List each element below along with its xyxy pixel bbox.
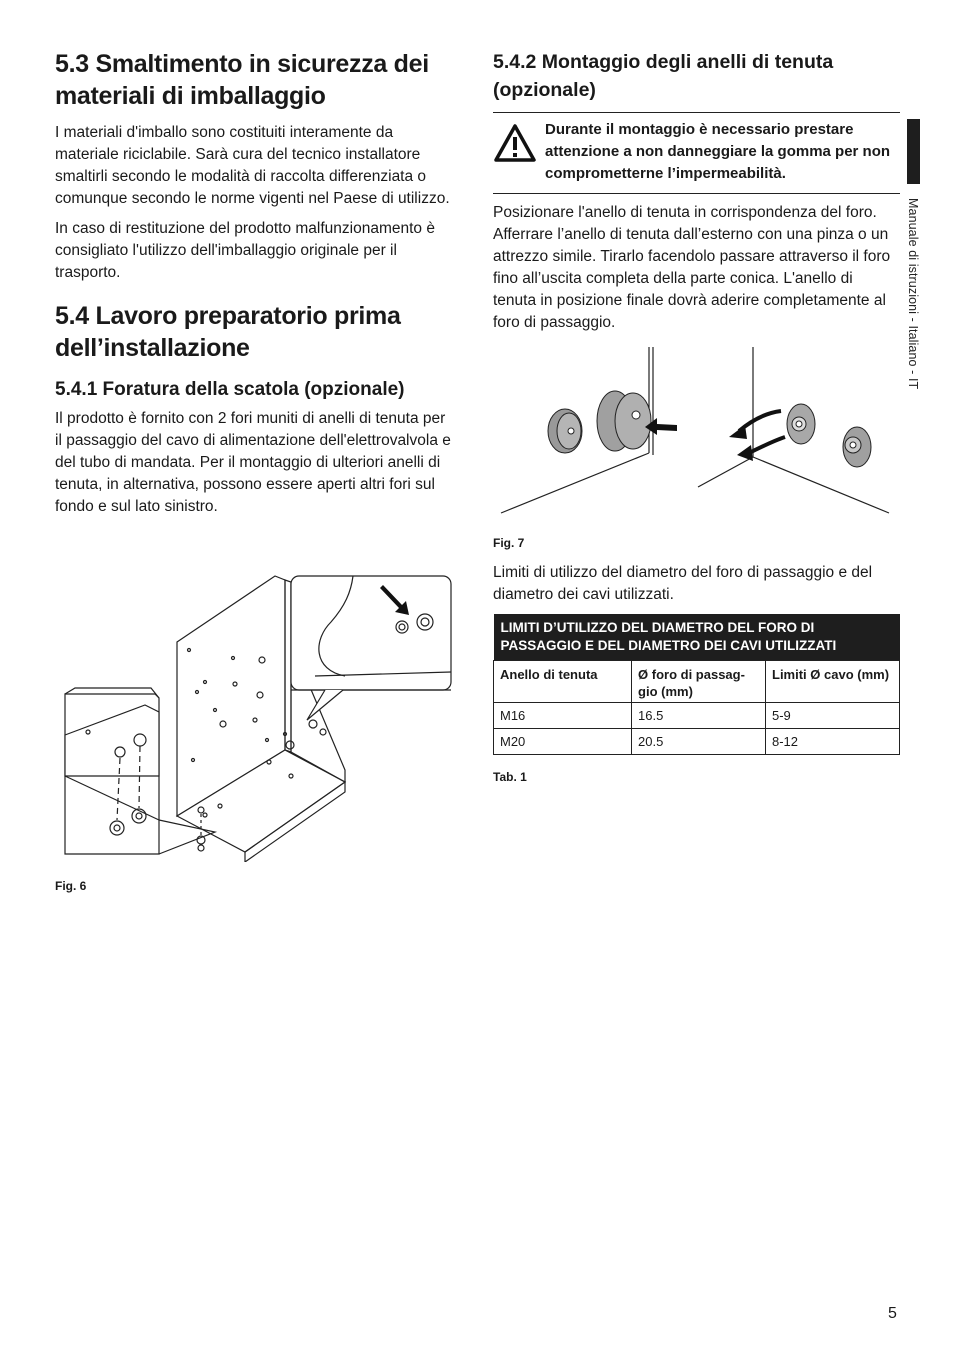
column-header: Anello di tenuta [494, 661, 632, 703]
left-column [55, 48, 455, 526]
section-5-4-title: 5.4 Lavoro preparatorio prima dell’installazione [55, 302, 401, 362]
side-running-header: Manuale di istruzioni - Italiano - IT [906, 198, 920, 390]
side-tab-marker [907, 119, 920, 184]
section-5-4-2-title: 5.4.2 Montaggio degli anelli di tenuta (opzionale) [493, 51, 834, 101]
table-cell: 20.5 [632, 729, 766, 755]
table-cell: 5-9 [766, 703, 900, 729]
section-5-4-2-paragraph: Posizionare l'anello di tenuta in corrispondenza del foro. Afferrare l’anello di tenuta dall’esterno con una pinza o un attrezzo simile. Tirarlo facendolo passare attraverso il foro fino all’uscita completa della parte conica. L'anello di tenuta in posizione finale dovrà aderire completamente al foro di passaggio. [493, 204, 891, 331]
table-cell: M16 [494, 703, 632, 729]
section-5-4-1-title: 5.4.1 Foratura della scatola (opzionale) [55, 379, 405, 400]
limits-table-wrapper [493, 608, 900, 755]
column-header: Limiti Ø cavo (mm) [766, 661, 900, 703]
table-header-row [494, 661, 900, 703]
figure-6-caption: Fig. 6 [55, 879, 87, 893]
table-cell: 8-12 [766, 729, 900, 755]
page-number: 5 [888, 1305, 897, 1322]
warning-icon [493, 123, 537, 168]
right-column [493, 48, 900, 342]
warning-box [493, 112, 900, 194]
table-cell: M20 [494, 729, 632, 755]
section-5-3-paragraph-2: In caso di restituzione del prodotto malfunzionamento è consigliato l'utilizzo dell'imballaggio originale per il trasporto. [55, 220, 435, 281]
table-cell: 16.5 [632, 703, 766, 729]
table-intro: Limiti di utilizzo del diametro del foro di passaggio e del diametro dei cavi utilizzati. [493, 564, 873, 603]
warning-text: Durante il montaggio è necessario prestare attenzione a non danneggiare la gomma per non comprometterne l’impermeabilità. [545, 121, 891, 182]
table-caption: Tab. 1 [493, 770, 527, 784]
table-title: LIMITI D’UTILIZZO DEL DIAMETRO DEL FORO DI PASSAGGIO E DEL DIAMETRO DEI CAVI UTILIZZATI [494, 614, 900, 661]
section-5-3-title: 5.3 Smaltimento in sicurezza dei materiali di imballaggio [55, 50, 429, 110]
table-row [494, 703, 900, 729]
column-header: Ø foro di passag-gio (mm) [632, 661, 766, 703]
figure-6-illustration [55, 570, 455, 862]
limits-table [493, 614, 900, 755]
section-5-4-1-paragraph: Il prodotto è fornito con 2 fori muniti di anelli di tenuta per il passaggio del cavo di alimentazione dell'elettrovalvola e del tubo di mandata. Per il montaggio di ulteriori anelli di tenuta, in alternativa, possono essere aperti altri fori sul fondo e sul lato sinistro. [55, 410, 451, 515]
section-5-3-paragraph-1: I materiali d'imballo sono costituiti interamente da materiale riciclabile. Sarà cura del tecnico installatore smaltirli secondo le modalità di raccolta differenziata o comunque secondo le norme vigenti nel Paese di utilizzo. [55, 124, 450, 207]
figure-7-caption: Fig. 7 [493, 536, 525, 550]
table-row [494, 729, 900, 755]
figure-7-illustration [493, 345, 900, 520]
